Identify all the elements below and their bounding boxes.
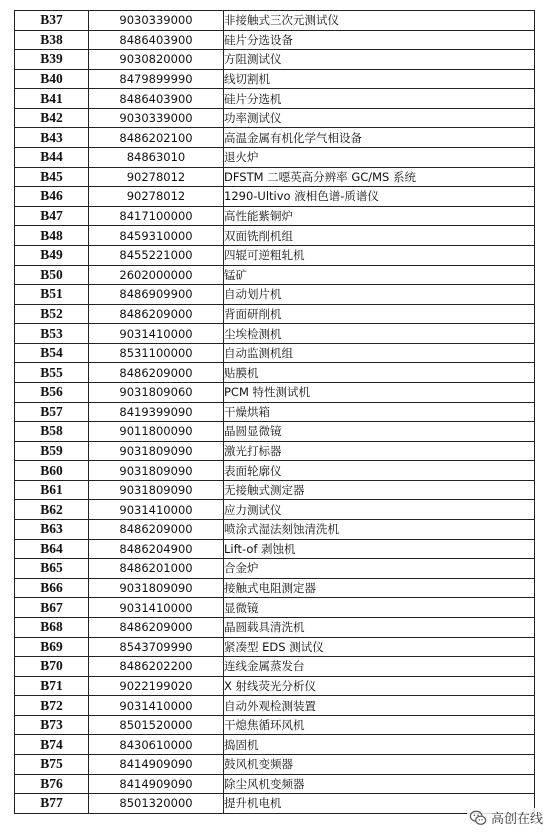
hs-code-cell: 90278012: [89, 187, 224, 207]
row-id-cell: B53: [15, 324, 89, 344]
table-row: [15, 637, 535, 657]
equipment-name-cell: X 射线荧光分析仪: [224, 676, 535, 696]
row-id-cell: B51: [15, 285, 89, 305]
equipment-name-cell: PCM 特性测试机: [224, 382, 535, 402]
equipment-name-cell: 表面轮廓仪: [224, 461, 535, 481]
table-row: [15, 108, 535, 128]
table-row: [15, 363, 535, 383]
hs-code-cell: 8419399090: [89, 402, 224, 422]
hs-code-cell: 8455221000: [89, 245, 224, 265]
equipment-name-cell: 四辊可逆粗轧机: [224, 245, 535, 265]
table-row: [15, 402, 535, 422]
row-id-cell: B76: [15, 774, 89, 794]
hs-code-cell: 8486403900: [89, 89, 224, 109]
equipment-name-cell: 自动划片机: [224, 285, 535, 305]
row-id-cell: B39: [15, 50, 89, 70]
table-row: [15, 422, 535, 442]
table-row: [15, 774, 535, 794]
equipment-name-cell: 高性能紫铜炉: [224, 206, 535, 226]
hs-code-cell: 8459310000: [89, 226, 224, 246]
equipment-name-cell: 非接触式三次元测试仪: [224, 11, 535, 31]
table-row: [15, 167, 535, 187]
row-id-cell: B69: [15, 637, 89, 657]
equipment-name-cell: 硅片分选机: [224, 89, 535, 109]
table-row: [15, 539, 535, 559]
watermark: [467, 808, 545, 827]
hs-code-cell: 9031809090: [89, 480, 224, 500]
hs-code-cell: 8430610000: [89, 735, 224, 755]
table-row: [15, 500, 535, 520]
row-id-cell: B65: [15, 559, 89, 579]
equipment-code-table: [14, 10, 535, 814]
table-body: [15, 11, 535, 814]
table-row: [15, 245, 535, 265]
hs-code-cell: 8486209000: [89, 520, 224, 540]
table-row: [15, 11, 535, 31]
equipment-name-cell: DFSTM 二噁英高分辨率 GC/MS 系统: [224, 167, 535, 187]
row-id-cell: B56: [15, 382, 89, 402]
hs-code-cell: 9031410000: [89, 500, 224, 520]
equipment-name-cell: 退火炉: [224, 148, 535, 168]
equipment-name-cell: 接触式电阻测定器: [224, 578, 535, 598]
table-row: [15, 128, 535, 148]
row-id-cell: B62: [15, 500, 89, 520]
row-id-cell: B42: [15, 108, 89, 128]
hs-code-cell: 8486403900: [89, 30, 224, 50]
hs-code-cell: 8543709990: [89, 637, 224, 657]
table-row: [15, 69, 535, 89]
equipment-name-cell: 无接触式测定器: [224, 480, 535, 500]
hs-code-cell: 8486202200: [89, 657, 224, 677]
equipment-name-cell: 功率测试仪: [224, 108, 535, 128]
row-id-cell: B37: [15, 11, 89, 31]
table-row: [15, 304, 535, 324]
hs-code-cell: 8414909090: [89, 754, 224, 774]
equipment-name-cell: 线切割机: [224, 69, 535, 89]
row-id-cell: B45: [15, 167, 89, 187]
table-row: [15, 148, 535, 168]
equipment-name-cell: 尘埃检测机: [224, 324, 535, 344]
row-id-cell: B50: [15, 265, 89, 285]
equipment-name-cell: 激光打标器: [224, 441, 535, 461]
equipment-name-cell: 喷涂式湿法刻蚀清洗机: [224, 520, 535, 540]
table-row: [15, 559, 535, 579]
table-row: [15, 187, 535, 207]
table-row: [15, 794, 535, 814]
table-row: [15, 226, 535, 246]
table-row: [15, 461, 535, 481]
hs-code-cell: 9031410000: [89, 324, 224, 344]
hs-code-cell: 9031809060: [89, 382, 224, 402]
row-id-cell: B77: [15, 794, 89, 814]
row-id-cell: B58: [15, 422, 89, 442]
hs-code-cell: 8486209000: [89, 363, 224, 383]
hs-code-cell: 8486909900: [89, 285, 224, 305]
row-id-cell: B61: [15, 480, 89, 500]
table-row: [15, 30, 535, 50]
hs-code-cell: 9022199020: [89, 676, 224, 696]
row-id-cell: B72: [15, 696, 89, 716]
hs-code-cell: 9030339000: [89, 11, 224, 31]
row-id-cell: B46: [15, 187, 89, 207]
equipment-name-cell: 1290-Ultivo 液相色谱-质谱仪: [224, 187, 535, 207]
row-id-cell: B71: [15, 676, 89, 696]
table-row: [15, 89, 535, 109]
hs-code-cell: 8486204900: [89, 539, 224, 559]
watermark-text: 高创在线: [490, 812, 543, 827]
wechat-icon: [469, 809, 487, 827]
equipment-name-cell: 提升机电机: [224, 794, 535, 814]
hs-code-cell: 8486209000: [89, 617, 224, 637]
equipment-name-cell: 贴膜机: [224, 363, 535, 383]
row-id-cell: B63: [15, 520, 89, 540]
table-row: [15, 265, 535, 285]
row-id-cell: B59: [15, 441, 89, 461]
equipment-name-cell: 干熄焦循环风机: [224, 715, 535, 735]
hs-code-cell: 8486201000: [89, 559, 224, 579]
row-id-cell: B38: [15, 30, 89, 50]
equipment-name-cell: 硅片分选设备: [224, 30, 535, 50]
hs-code-cell: 8414909090: [89, 774, 224, 794]
table-row: [15, 285, 535, 305]
equipment-name-cell: 自动监测机组: [224, 343, 535, 363]
hs-code-cell: 9031809090: [89, 461, 224, 481]
hs-code-cell: 90278012: [89, 167, 224, 187]
hs-code-cell: 2602000000: [89, 265, 224, 285]
equipment-name-cell: 双面铣削机组: [224, 226, 535, 246]
hs-code-cell: 8501320000: [89, 794, 224, 814]
table-row: [15, 382, 535, 402]
row-id-cell: B73: [15, 715, 89, 735]
table-row: [15, 343, 535, 363]
table-row: [15, 754, 535, 774]
table-row: [15, 324, 535, 344]
hs-code-cell: 8479899990: [89, 69, 224, 89]
equipment-name-cell: 除尘风机变频器: [224, 774, 535, 794]
equipment-name-cell: 紧凑型 EDS 测试仪: [224, 637, 535, 657]
table-row: [15, 598, 535, 618]
row-id-cell: B40: [15, 69, 89, 89]
row-id-cell: B75: [15, 754, 89, 774]
row-id-cell: B47: [15, 206, 89, 226]
row-id-cell: B68: [15, 617, 89, 637]
row-id-cell: B43: [15, 128, 89, 148]
equipment-name-cell: 锰矿: [224, 265, 535, 285]
row-id-cell: B48: [15, 226, 89, 246]
equipment-name-cell: 方阻测试仪: [224, 50, 535, 70]
hs-code-cell: 9031809090: [89, 441, 224, 461]
row-id-cell: B54: [15, 343, 89, 363]
equipment-name-cell: 应力测试仪: [224, 500, 535, 520]
hs-code-cell: 9031809090: [89, 578, 224, 598]
equipment-name-cell: 合金炉: [224, 559, 535, 579]
equipment-name-cell: 捣固机: [224, 735, 535, 755]
table-row: [15, 578, 535, 598]
hs-code-cell: 9030339000: [89, 108, 224, 128]
table-row: [15, 617, 535, 637]
hs-code-cell: 9031410000: [89, 696, 224, 716]
hs-code-cell: 8486202100: [89, 128, 224, 148]
table-row: [15, 480, 535, 500]
row-id-cell: B66: [15, 578, 89, 598]
row-id-cell: B55: [15, 363, 89, 383]
hs-code-cell: 8486209000: [89, 304, 224, 324]
row-id-cell: B74: [15, 735, 89, 755]
row-id-cell: B60: [15, 461, 89, 481]
hs-code-cell: 8417100000: [89, 206, 224, 226]
row-id-cell: B57: [15, 402, 89, 422]
table-row: [15, 657, 535, 677]
equipment-name-cell: 晶圆显微镜: [224, 422, 535, 442]
hs-code-cell: 9031410000: [89, 598, 224, 618]
table-row: [15, 715, 535, 735]
hs-code-cell: 9030820000: [89, 50, 224, 70]
equipment-name-cell: 背面研削机: [224, 304, 535, 324]
row-id-cell: B41: [15, 89, 89, 109]
table-row: [15, 206, 535, 226]
equipment-name-cell: 自动外观检测装置: [224, 696, 535, 716]
row-id-cell: B70: [15, 657, 89, 677]
equipment-name-cell: Lift-of 剥蚀机: [224, 539, 535, 559]
equipment-name-cell: 晶圆载具清洗机: [224, 617, 535, 637]
equipment-name-cell: 连线金属蒸发台: [224, 657, 535, 677]
equipment-name-cell: 干燥烘箱: [224, 402, 535, 422]
hs-code-cell: 8501520000: [89, 715, 224, 735]
table-row: [15, 676, 535, 696]
table-row: [15, 696, 535, 716]
table-row: [15, 50, 535, 70]
row-id-cell: B67: [15, 598, 89, 618]
hs-code-cell: 8531100000: [89, 343, 224, 363]
row-id-cell: B49: [15, 245, 89, 265]
table-row: [15, 441, 535, 461]
table-row: [15, 735, 535, 755]
row-id-cell: B44: [15, 148, 89, 168]
hs-code-cell: 84863010: [89, 148, 224, 168]
table-row: [15, 520, 535, 540]
equipment-name-cell: 鼓风机变频器: [224, 754, 535, 774]
equipment-name-cell: 高温金属有机化学气相设备: [224, 128, 535, 148]
equipment-name-cell: 显微镜: [224, 598, 535, 618]
hs-code-cell: 9011800090: [89, 422, 224, 442]
row-id-cell: B64: [15, 539, 89, 559]
row-id-cell: B52: [15, 304, 89, 324]
